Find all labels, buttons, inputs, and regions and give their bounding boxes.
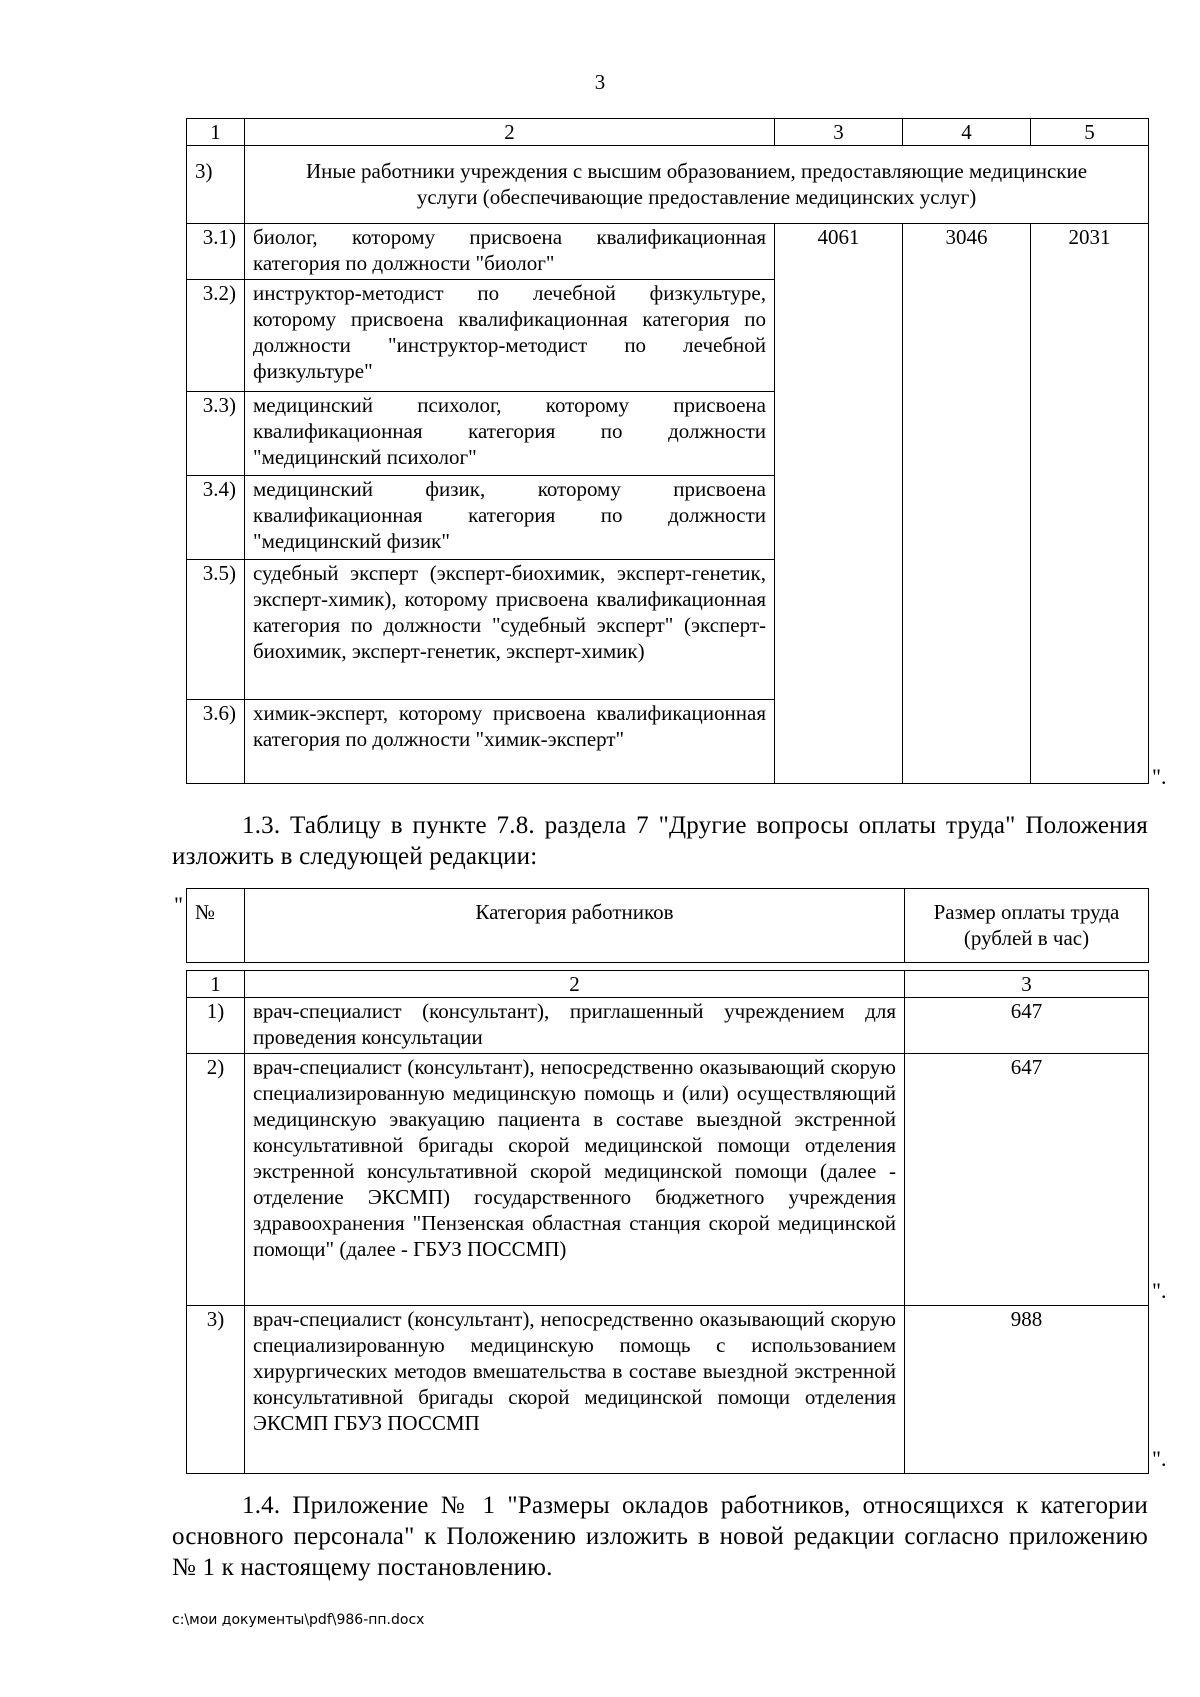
- table-row: [187, 1054, 1149, 1306]
- row-number: 3.4): [187, 476, 245, 560]
- closing-quote: ".: [1152, 1278, 1167, 1303]
- paragraph-1-4: 1.4. Приложение № 1 "Размеры окладов работников, относящихся к категории основного персонала" к Положению изложить в новой редакции согласно приложению № 1 к настоящему постановлению.: [172, 1492, 1148, 1581]
- header-pay: Размер оплаты труда (рублей в час): [905, 889, 1149, 963]
- col-number: 2: [245, 119, 775, 146]
- col-number: 4: [903, 119, 1031, 146]
- row-text: биолог, которому присвоена квалификационная категория по должности "биолог": [245, 224, 775, 280]
- closing-quote: ".: [1152, 1446, 1167, 1471]
- file-path-footer: c:\мои документы\pdf\986-пп.docx: [172, 1612, 425, 1628]
- paragraph-1-3: 1.3. Таблицу в пункте 7.8. раздела 7 "Другие вопросы оплаты труда" Положения изложить в следующей редакции:: [172, 812, 1148, 870]
- group-row: [187, 146, 1149, 224]
- row-text: медицинский психолог, которому присвоена квалификационная категория по должности "медицинский психолог": [245, 392, 775, 476]
- table-column-numbers: [187, 119, 1149, 146]
- row-number: 3.3): [187, 392, 245, 476]
- row-number: 3.6): [187, 700, 245, 784]
- table-row: [187, 224, 1149, 280]
- header-row: [187, 889, 1149, 963]
- row-text: инструктор-методист по лечебной физкультуре, которому присвоена квалификационная категория по должности "инструктор-методист по лечебной физкультуре": [245, 280, 775, 392]
- pay-table-header: [186, 888, 1149, 963]
- value-cell: 2031: [1031, 224, 1149, 784]
- col-number: 1: [187, 119, 245, 146]
- row-value: 647: [905, 1054, 1149, 1306]
- table-row: [187, 998, 1149, 1054]
- row-value: 988: [905, 1306, 1149, 1474]
- col-number: 3: [775, 119, 903, 146]
- row-text: судебный эксперт (эксперт-биохимик, эксперт-генетик, эксперт-химик), которому присвоена квалификационная категория по должности "судебный эксперт" (эксперт-биохимик, эксперт-генетик, эксперт-химик): [245, 560, 775, 700]
- pay-table: [186, 970, 1149, 1474]
- header-category: Категория работников: [245, 889, 905, 963]
- opening-quote: ": [174, 892, 183, 917]
- row-number: 3.5): [187, 560, 245, 700]
- table-column-numbers: [187, 971, 1149, 998]
- group-title: Иные работники учреждения с высшим образованием, предоставляющие медицинские услуги (обеспечивающие предоставление медицинских услуг): [245, 146, 1149, 224]
- col-number: 3: [905, 971, 1149, 998]
- row-number: 3): [187, 146, 245, 224]
- col-number: 5: [1031, 119, 1149, 146]
- row-text: врач-специалист (консультант), непосредственно оказывающий скорую специализированную медицинскую помощь с использованием хирургических методов вмешательства в составе выездной экстренной консультативной бригады скорой медицинской помощи отделения ЭКСМП ГБУЗ ПОССМП: [245, 1306, 905, 1474]
- salary-table-continuation: [186, 118, 1149, 784]
- closing-quote: ".: [1152, 764, 1167, 789]
- row-number: 3.2): [187, 280, 245, 392]
- row-number: 1): [187, 998, 245, 1054]
- col-number: 2: [245, 971, 905, 998]
- value-cell: 3046: [903, 224, 1031, 784]
- row-number: 2): [187, 1054, 245, 1306]
- row-text: врач-специалист (консультант), непосредственно оказывающий скорую специализированную медицинскую помощь и (или) осуществляющий медицинскую эвакуацию пациента в составе выездной экстренной консультативной бригады скорой медицинской помощи отделения экстренной консультативной скорой медицинской помощи (далее - отделение ЭКСМП) государственного бюджетного учреждения здравоохранения "Пензенская областная станция скорой медицинской помощи" (далее - ГБУЗ ПОССМП): [245, 1054, 905, 1306]
- row-text: медицинский физик, которому присвоена квалификационная категория по должности "медицинский физик": [245, 476, 775, 560]
- header-number: №: [187, 889, 245, 963]
- row-number: 3.1): [187, 224, 245, 280]
- page-number: 3: [594, 70, 606, 94]
- value-cell: 4061: [775, 224, 903, 784]
- row-text: врач-специалист (консультант), приглашенный учреждением для проведения консультации: [245, 998, 905, 1054]
- col-number: 1: [187, 971, 245, 998]
- table-row: [187, 1306, 1149, 1474]
- row-text: химик-эксперт, которому присвоена квалификационная категория по должности "химик-эксперт": [245, 700, 775, 784]
- row-number: 3): [187, 1306, 245, 1474]
- row-value: 647: [905, 998, 1149, 1054]
